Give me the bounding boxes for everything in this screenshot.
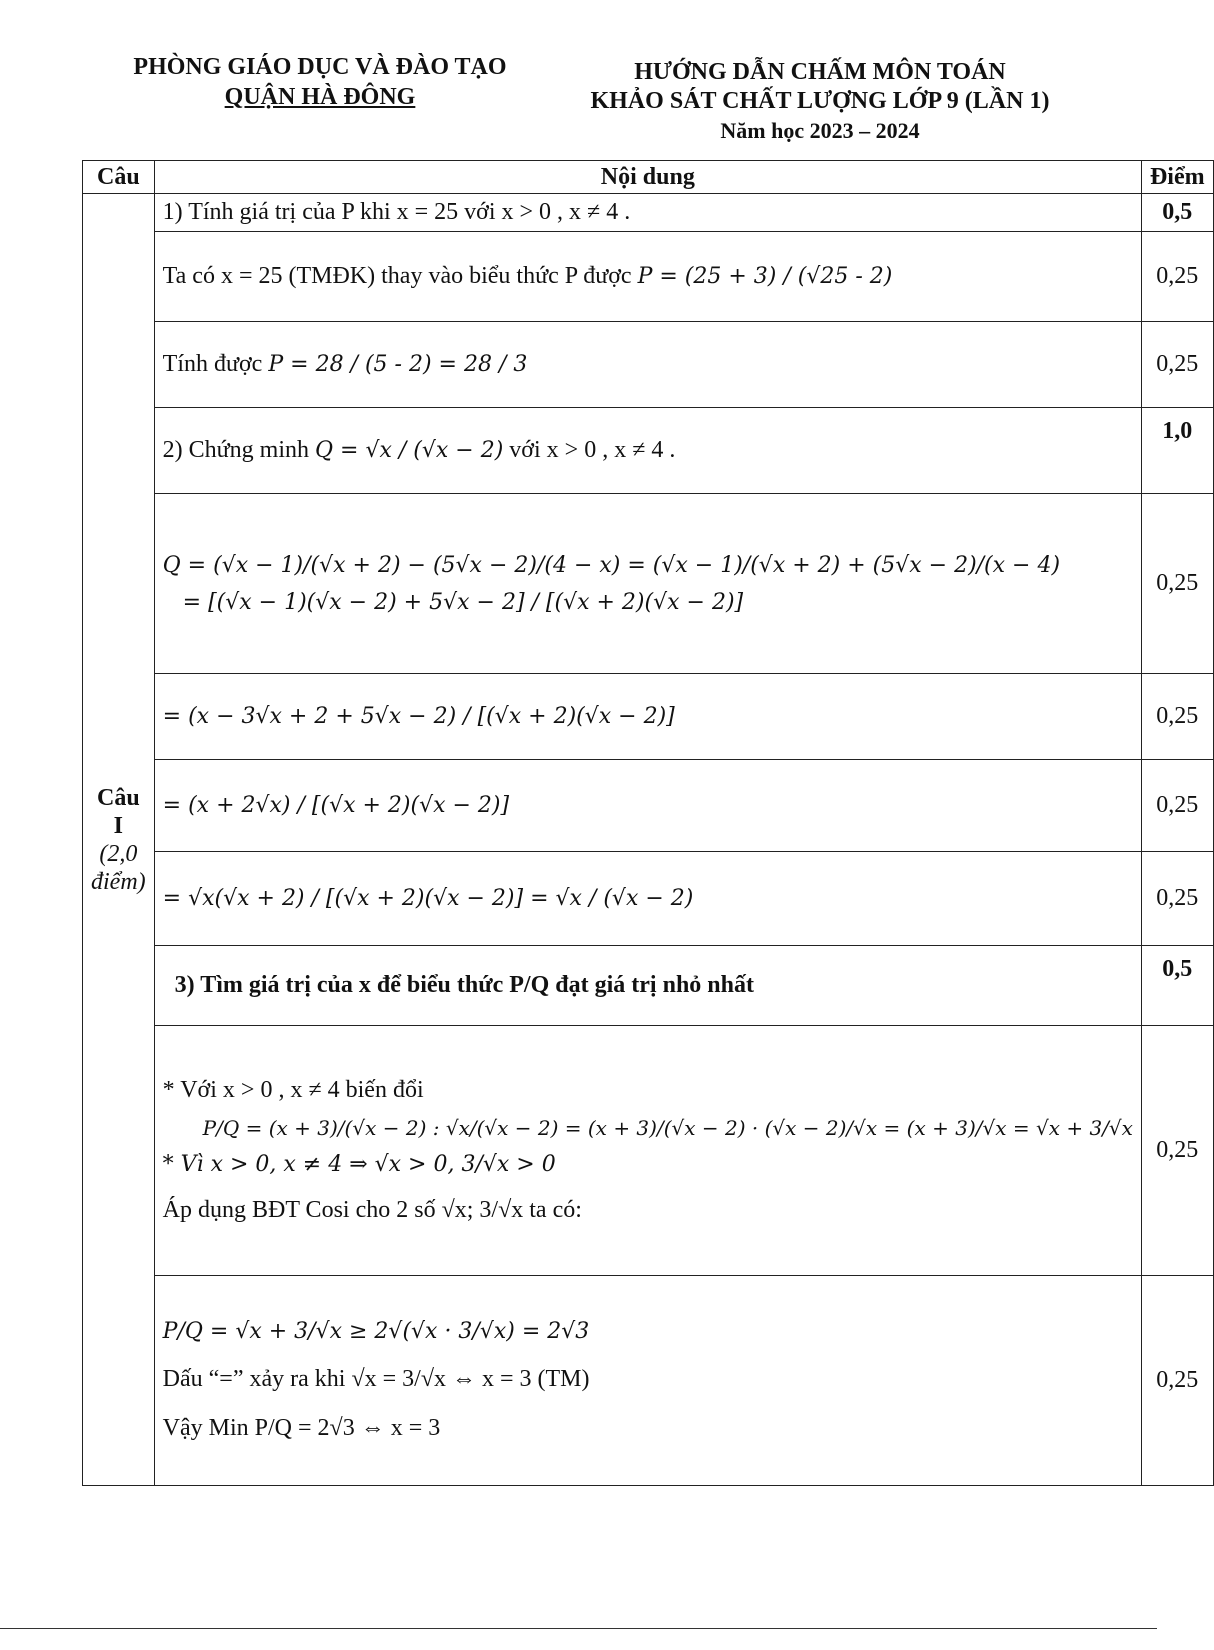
question-name: Câu I bbox=[96, 784, 140, 839]
part3-score-b: 0,25 bbox=[1141, 1276, 1213, 1486]
table-header-row bbox=[83, 161, 1214, 194]
part2-step1-line1: Q = (√x − 1)/(√x + 2) − (5√x − 2)/(4 − x) = (√x − 1)/(√x + 2) + (5√x − 2)/(x − 4) bbox=[162, 552, 1061, 578]
page-bottom-divider bbox=[0, 1628, 1157, 1629]
question-points-1: (2,0 bbox=[99, 840, 138, 867]
part2-step2-score: 0,25 bbox=[1141, 674, 1213, 760]
part3-heading: 3) Tìm giá trị của x để biểu thức P/Q đạt giá trị nhỏ nhất bbox=[154, 946, 1141, 1026]
department-line-2: QUẬN HÀ ĐÔNG bbox=[224, 84, 416, 110]
header-noidung: Nội dung bbox=[154, 161, 1141, 194]
part2-step4-score: 0,25 bbox=[1141, 852, 1213, 946]
question-points-2: điểm) bbox=[91, 868, 146, 895]
title-line-1: HƯỚNG DẪN CHẤM MÔN TOÁN bbox=[634, 59, 1006, 85]
table-row bbox=[83, 852, 1214, 946]
part1-step2 bbox=[154, 322, 1141, 408]
part3-line7: Vậy Min P/Q = 2√3 ⇔ x = 3 bbox=[162, 1415, 441, 1441]
part3-line2: P/Q = (x + 3)/(√x − 2) : √x/(√x − 2) = (x + 3)/(√x − 2) · (√x − 2)/√x = (x + 3)/√x = √x + 3/√x bbox=[202, 1116, 1133, 1140]
table-row bbox=[83, 322, 1214, 408]
part2-step4-line: = √x(√x + 2) / [(√x + 2)(√x − 2)] = √x / (√x − 2) bbox=[162, 886, 694, 911]
part1-step1-score: 0,25 bbox=[1141, 232, 1213, 322]
part1-score: 0,5 bbox=[1141, 194, 1213, 232]
part1-step2-text: Tính được bbox=[162, 351, 263, 377]
table-row bbox=[83, 494, 1214, 674]
part1-step1 bbox=[154, 232, 1141, 322]
part3-block-a bbox=[154, 1026, 1141, 1276]
part3-score: 0,5 bbox=[1141, 946, 1213, 1026]
part3-line4: Áp dụng BĐT Cosi cho 2 số √x; 3/√x ta có: bbox=[162, 1197, 582, 1223]
table-row bbox=[83, 674, 1214, 760]
table-row bbox=[83, 760, 1214, 852]
table-row bbox=[83, 232, 1214, 322]
title-line-2: KHẢO SÁT CHẤT LƯỢNG LỚP 9 (LẦN 1) bbox=[590, 88, 1050, 114]
part1-step1-math: P = (25 + 3) / (√25 - 2) bbox=[637, 264, 893, 289]
part1-step1-text: Ta có x = 25 (TMĐK) thay vào biểu thức P được bbox=[162, 263, 632, 289]
part3-block-b bbox=[154, 1276, 1141, 1486]
part3-score-a: 0,25 bbox=[1141, 1026, 1213, 1276]
part2-heading bbox=[154, 408, 1141, 494]
part1-step2-score: 0,25 bbox=[1141, 322, 1213, 408]
part2-step2 bbox=[154, 674, 1141, 760]
table-row bbox=[83, 408, 1214, 494]
table-row bbox=[83, 1276, 1214, 1486]
part3-line6: Dấu “=” xảy ra khi √x = 3/√x ⇔ x = 3 (TM) bbox=[162, 1366, 590, 1392]
part1-heading: 1) Tính giá trị của P khi x = 25 với x > 0 , x ≠ 4 . bbox=[154, 194, 1141, 232]
part3-line3: * Vì x > 0, x ≠ 4 ⇒ √x > 0, 3/√x > 0 bbox=[162, 1152, 556, 1177]
part2-step2-line: = (x − 3√x + 2 + 5√x − 2) / [(√x + 2)(√x − 2)] bbox=[162, 704, 675, 729]
header-cau: Câu bbox=[83, 161, 155, 194]
part2-step3 bbox=[154, 760, 1141, 852]
document-title bbox=[560, 58, 1080, 145]
part1-step2-math: P = 28 / (5 - 2) = 28 / 3 bbox=[268, 352, 528, 377]
part2-heading-cond: với x > 0 , x ≠ 4 . bbox=[509, 437, 676, 463]
part3-line5: P/Q = √x + 3/√x ≥ 2√(√x · 3/√x) = 2√3 bbox=[162, 1319, 590, 1344]
question-label-cell bbox=[83, 194, 155, 1486]
part2-step3-line: = (x + 2√x) / [(√x + 2)(√x − 2)] bbox=[162, 793, 510, 818]
part2-step3-score: 0,25 bbox=[1141, 760, 1213, 852]
part2-score: 1,0 bbox=[1141, 408, 1213, 494]
part2-heading-math: Q = √x / (√x − 2) bbox=[315, 438, 504, 463]
part2-step1-line2: = [(√x − 1)(√x − 2) + 5√x − 2] / [(√x + 2)(√x − 2)] bbox=[182, 589, 744, 615]
header-diem: Điểm bbox=[1141, 161, 1213, 194]
part3-line1: * Với x > 0 , x ≠ 4 biến đổi bbox=[162, 1077, 424, 1103]
part2-step1-score: 0,25 bbox=[1141, 494, 1213, 674]
school-year: Năm học 2023 – 2024 bbox=[720, 118, 920, 143]
table-row bbox=[83, 946, 1214, 1026]
department-line-1: PHÒNG GIÁO DỤC VÀ ĐÀO TẠO bbox=[133, 54, 507, 80]
part2-step1 bbox=[154, 494, 1141, 674]
department-header bbox=[100, 52, 540, 112]
part2-heading-text: 2) Chứng minh bbox=[162, 437, 309, 463]
table-row bbox=[83, 1026, 1214, 1276]
part2-step4 bbox=[154, 852, 1141, 946]
grading-table bbox=[82, 160, 1214, 1486]
table-row bbox=[83, 194, 1214, 232]
